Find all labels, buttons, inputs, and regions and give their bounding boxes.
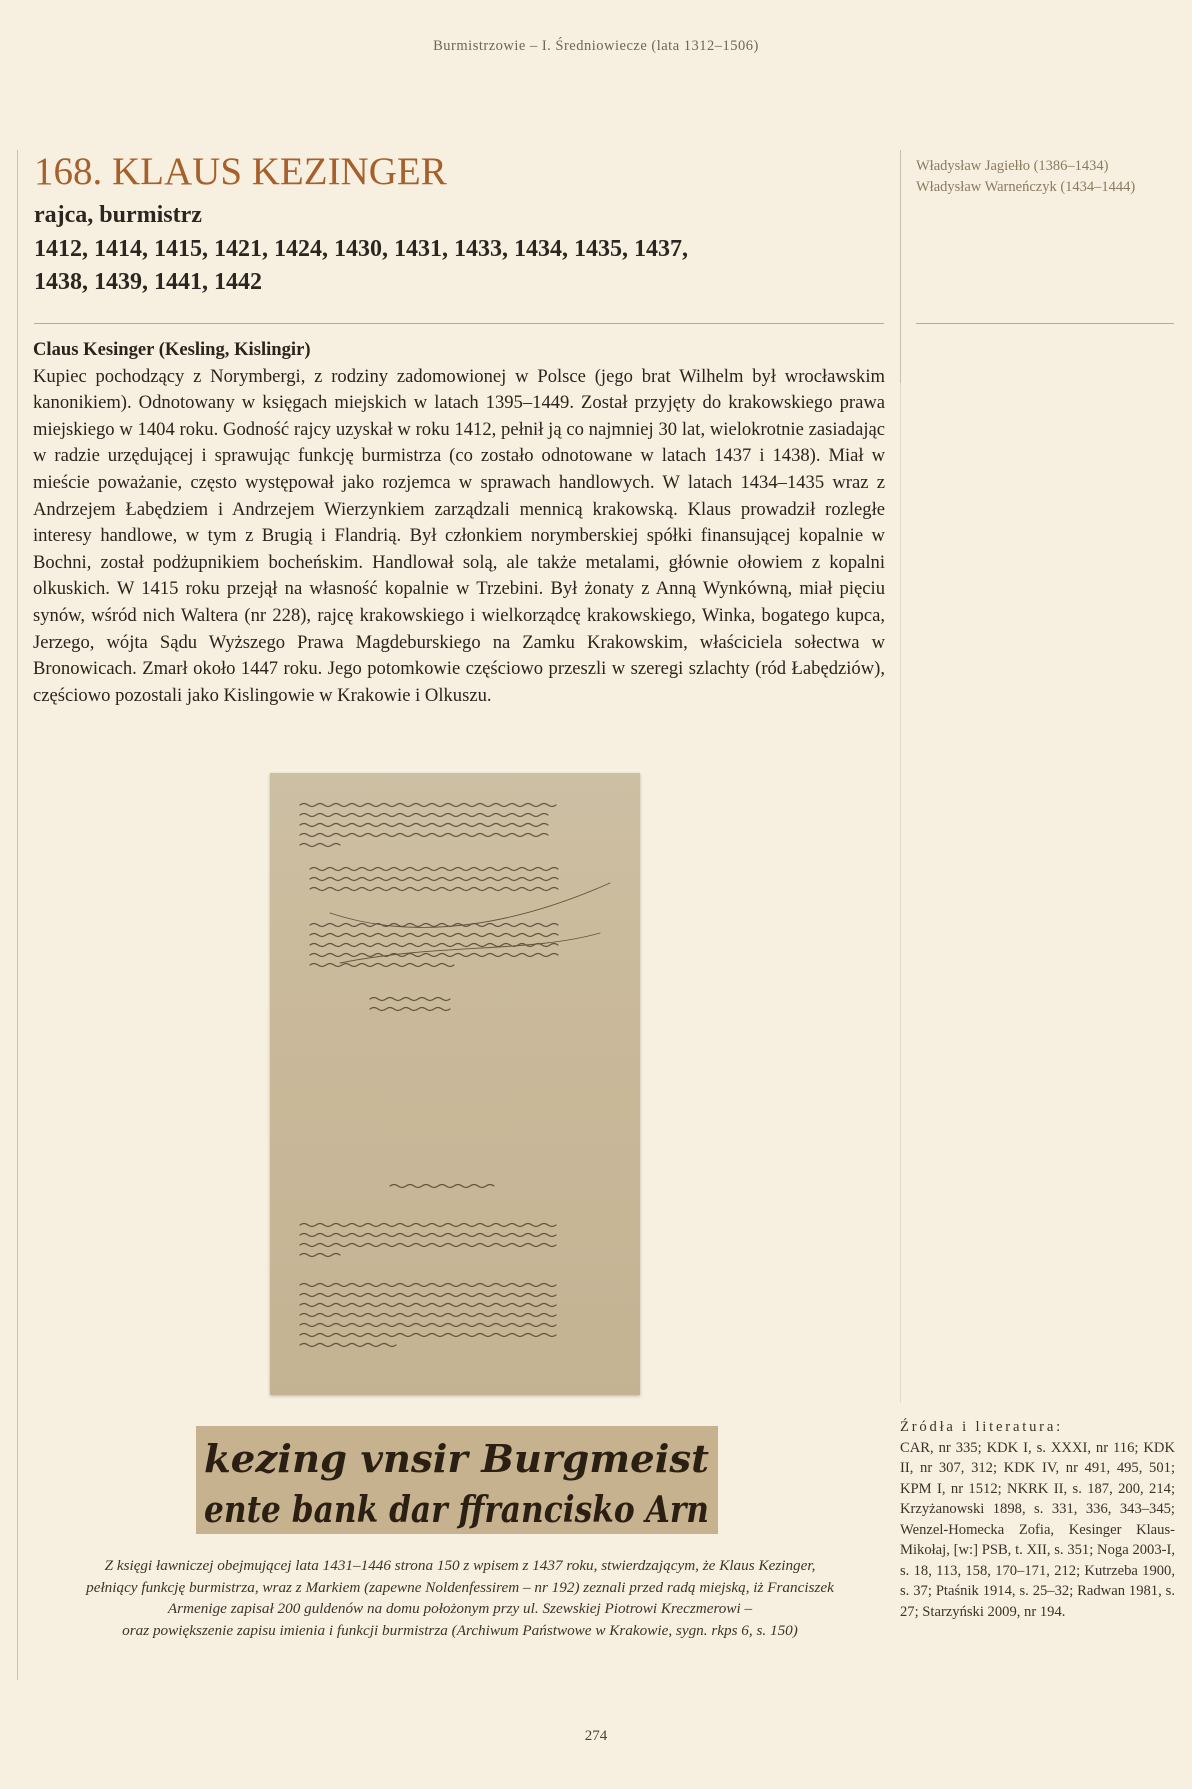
entry-years [34, 233, 884, 299]
sidebar-rule [916, 323, 1174, 324]
column-divider-rule-lower [900, 383, 901, 1403]
manuscript-handwriting [270, 773, 640, 1395]
reign-sidebar [916, 156, 1176, 198]
sources-box [900, 1417, 1175, 1622]
name-variants: Claus Kesinger (Kesling, Kislingir) [33, 339, 311, 360]
column-divider-rule [900, 150, 901, 383]
caption-line: Z księgi ławniczej obejmującej lata 1431–1446 strona 150 z wpisem z 1437 roku, stwierdzającym, że Klaus Kezinger, [104, 1557, 816, 1574]
sources-text: CAR, nr 335; KDK I, s. XXXI, nr 116; KDK II, nr 307, 312; KDK IV, nr 491, 495, 501; KPM I, nr 1512; NKRK II, s. 187, 200, 214; Krzyżanowski 1898, s. 331, 336, 343–345; Wenzel-Homecka Zofia, Kesinger Klaus-Mikołaj, [w:] PSB, t. XII, s. 351; Noga 2003-I, s. 18, 113, 158, 170–171, 212; Kutrzeba 1900, s. 37; Ptaśnik 1914, s. 25–32; Radwan 1981, s. 27; Starzyński 2009, nr 194. [900, 1439, 1175, 1620]
entry-years-line: 1438, 1439, 1441, 1442 [34, 269, 262, 295]
biography [33, 337, 885, 709]
caption-line: pełniący funkcję burmistrza, wraz z Markiem (zapewne Noldenfessirem – nr 192) zeznali przed radą miejską, iż Franciszek [86, 1578, 834, 1596]
entry-years-line: 1412, 1414, 1415, 1421, 1424, 1430, 1431, 1433, 1434, 1435, 1437, [34, 236, 688, 262]
biography-text: Kupiec pochodzący z Norymbergi, z rodziny zadomowionej w Polsce (jego brat Wilhelm był wrocławskim kanonikiem). Odnotowany w księgach miejskich w latach 1395–1449. Został przyjęty do krakowskiego prawa miejskiego w 1404 roku. Godność rajcy uzyskał w roku 1412, pełnił ją co najmniej 30 lat, wielokrotnie zasiadając w radzie urzędującej i sprawując funkcję burmistrza (co zostało odnotowane w latach 1437 i 1438). Miał w mieście poważanie, często występował jako rozjemca w sprawach handlowych. W latach 1434–1435 wraz z Andrzejem Łabędziem i Andrzejem Wierzynkiem zarządzali mennicą krakowską. Klaus prowadził rozległe interesy handlowe, w tym z Brugią i Flandrią. Był członkiem norymberskiej spółki finansującej kopalnie w Bochni, został podżupnikiem bocheńskim. Handlował solą, ale także metalami, głównie ołowiem z kopalni olkuskich. W 1415 roku przejął na własność kopalnie w Trzebini. Był żonaty z Anną Wynkówną, miał pięciu synów, wśród nich Waltera (nr 228), rajcę krakowskiego i wielkorządcę krakowskiego, Winka, bogatego kupca, Jerzego, wójta Sądu Wyższego Prawa Magdeburskiego na Zamku Krakowskim, właściciela sołectwa w Bronowicach. Zmarł około 1447 roku. Jego potomkowie częściowo przeszli w szeregi szlachty (ród Łabędziów), częściowo pozostali jako Kislingowie w Krakowie i Olkuszu. [33, 365, 885, 706]
reign-entry: Władysław Jagiełło (1386–1434) [916, 158, 1109, 174]
figure-caption [34, 1555, 886, 1642]
caption-line: Armenige zapisał 200 guldenów na domu położonym przy ul. Szewskiej Piotrowi Kreczmerowi – [167, 1600, 753, 1618]
caption-line: oraz powiększenie zapisu imienia i funkcji burmistrza (Archiwum Państwowe w Krakowie, sygn. rkps 6, s. 150) [122, 1622, 798, 1640]
running-head: Burmistrzowie – I. Średniowiecze (lata 1312–1506) [433, 38, 759, 54]
entry-role: rajca, burmistrz [34, 202, 202, 228]
sources-heading: Źródła i literatura: [900, 1419, 1063, 1435]
header-rule [34, 323, 884, 324]
page-number: 274 [584, 1728, 608, 1744]
left-margin-rule [17, 150, 18, 1680]
signature-line: kezing vnsir Burgmeist [204, 1436, 710, 1481]
reign-entry: Władysław Warneńczyk (1434–1444) [916, 179, 1136, 195]
entry-title: 168. KLAUS KEZINGER [34, 150, 447, 193]
entry-header [34, 150, 884, 299]
manuscript-page-image [270, 773, 640, 1395]
signature-line: ente bank dar ffrancisko Arn [204, 1489, 709, 1531]
signature-detail-image [196, 1426, 718, 1534]
